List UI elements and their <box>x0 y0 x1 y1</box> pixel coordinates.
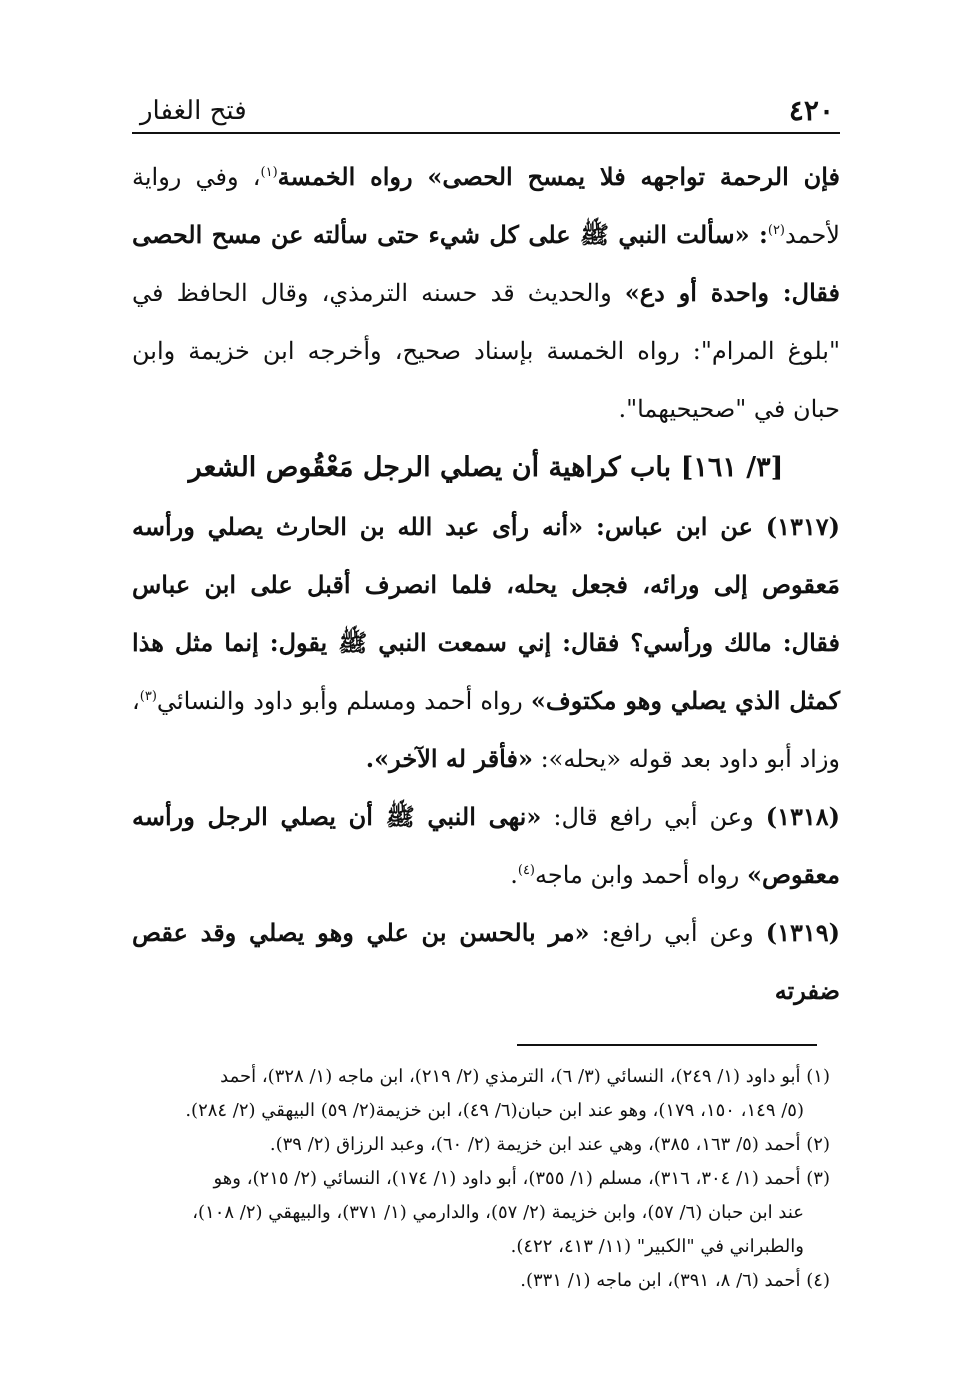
hadith-text: فإن الرحمة تواجهه فلا يمسح الحصى» رواه الخمسة <box>277 162 841 191</box>
hadith-1319 <box>132 904 840 1020</box>
footnote-3-continuation: والطبراني في "الكبير" (١١/ ٤١٣، ٤٢٢). <box>510 1236 804 1257</box>
chapter-title: [٣/ ١٦١] باب كراهية أن يصلي الرجل مَعْقُوص الشعر <box>188 452 784 483</box>
footnote-2: (٢) أحمد (٥/ ١٦٣، ٣٨٥)، وهي عند ابن خزيمة (٢/ ٦٠)، وعبد الرزاق (٢/ ٣٩). <box>269 1134 830 1155</box>
paragraph-text: والحديث قد حسنه الترمذي، وقال الحافظ في "بلوغ المرام": رواه الخمسة بإسناد صحيح، وأخرجه ابن خزيمة وابن حبان في "صحيحيهما". <box>132 279 840 423</box>
paragraph-text: ، وزاد أبو داود بعد قوله «يحله»: <box>132 687 840 773</box>
hadith-text: «مر بالحسن بن علي وهو يصلي وقد عقص ضفرته <box>132 918 840 1005</box>
hadith-text: «فأقر له الآخر». <box>365 744 533 773</box>
page-header <box>132 88 840 134</box>
hadith-text: «نهى النبي ﷺ أن يصلي الرجل ورأسه معقوص» <box>132 802 840 889</box>
hadith-number: (١٣١٨) <box>765 802 840 831</box>
footnote-ref-2: (٢) <box>767 223 785 238</box>
page-number: ٤٢٠ <box>788 94 834 127</box>
paragraph-continuation <box>132 148 840 438</box>
hadith-number: (١٣١٧) <box>765 512 840 541</box>
paragraph-text: رواه أحمد ومسلم وأبو داود والنسائي <box>156 687 531 715</box>
main-text <box>132 148 840 1020</box>
footnote-1: (١) أبو داود (١/ ٢٤٩)، النسائي (٣/ ٦)، الترمذي (٢/ ٢١٩)، ابن ماجه (١/ ٣٢٨)، أحمد <box>220 1066 830 1087</box>
footnote-ref-3: (٣) <box>139 689 157 704</box>
footnotes <box>132 1060 840 1298</box>
hadith-1317 <box>132 498 840 788</box>
hadith-number: (١٣١٩) <box>765 918 841 947</box>
footnote-4: (٤) أحمد (٦/ ٨، ٣٩١)، ابن ماجه (١/ ٣٣١). <box>520 1270 830 1291</box>
footnote-ref-4: (٤) <box>517 863 535 878</box>
paragraph-text: . <box>510 861 518 889</box>
footnote-separator <box>517 1044 817 1046</box>
paragraph-text: رواه أحمد وابن ماجه <box>535 861 747 889</box>
book-page <box>132 88 840 1298</box>
paragraph-text: ، وفي رواية لأحمد <box>132 163 840 249</box>
footnote-ref-1: (١) <box>260 165 278 180</box>
running-title: فتح الغفار <box>140 96 247 126</box>
hadith-text: : «سألت النبي ﷺ على كل شيء حتى سألته عن مسح الحصى فقال: واحدة أو دع» <box>132 220 840 307</box>
footnote-3-continuation: عند ابن حبان (٦/ ٥٧)، وابن خزيمة (٢/ ٥٧)، والدارمي (١/ ٣٧١)، والبيهقي (٢/ ١٠٨)، <box>192 1202 804 1223</box>
footnote-3: (٣) أحمد (١/ ٣٠٤، ٣١٦)، مسلم (١/ ٣٥٥)، أبو داود (١/ ١٧٤)، النسائي (٢/ ٢١٥)، وهو <box>213 1168 830 1189</box>
footnote-1-continuation: (٥/ ١٤٩، ١٥٠، ١٧٩)، وهو عند ابن حبان(٦/ ٤٩)، ابن خزيمة(٢/ ٥٩) البيهقي (٢/ ٢٨٤). <box>185 1100 804 1121</box>
hadith-text: عن ابن عباس: «أنه رأى عبد الله بن الحارث يصلي ورأسه مَعقوص إلى ورائه، فجعل يحله، فلما انصرف أقبل على ابن عباس فقال: مالك ورأسي؟ فقال: إني سمعت النبي ﷺ يقول: إنما مثل هذا كمثل الذي يصلي وهو مكتوف» <box>132 512 840 715</box>
hadith-1318 <box>132 788 840 904</box>
paragraph-text: وعن أبي رافع قال: <box>541 803 766 831</box>
paragraph-text: وعن أبي رافع: <box>589 919 766 947</box>
